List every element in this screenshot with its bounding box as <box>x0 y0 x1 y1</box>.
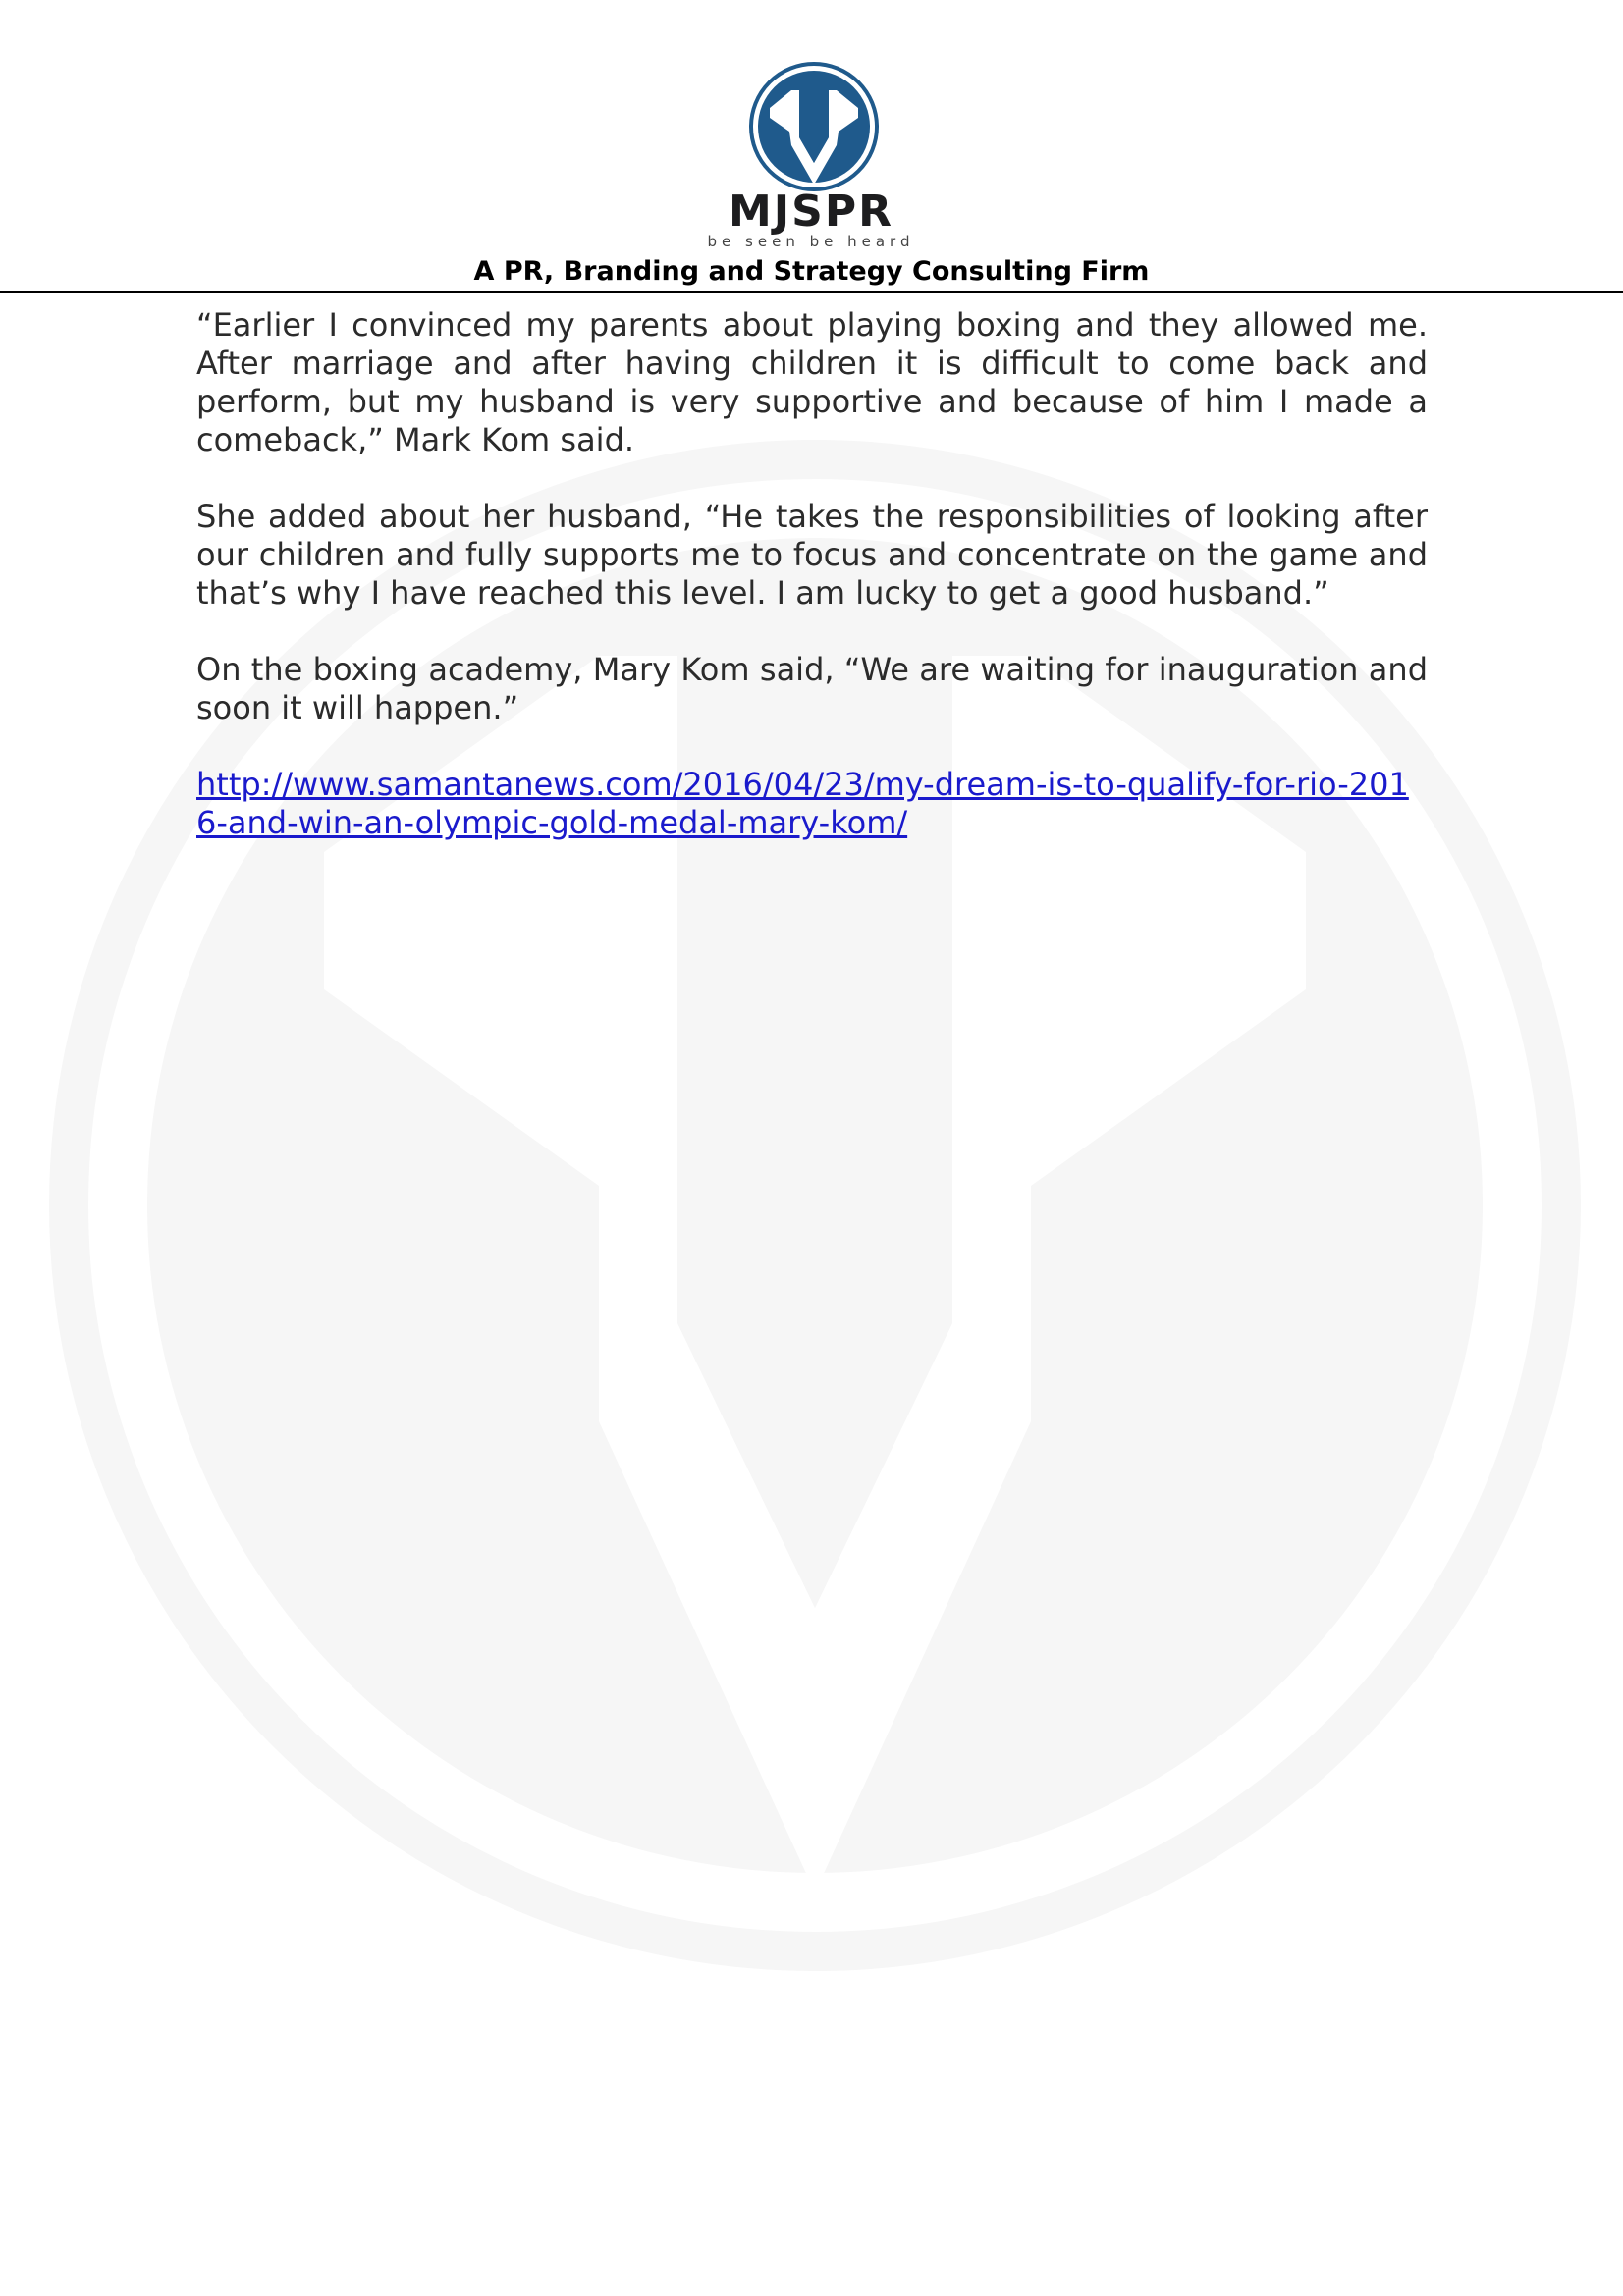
source-link[interactable]: http://www.samantanews.com/2016/04/23/my-dream-is-to-qualify-for-rio-2016-and-win-an-olympic-gold-medal-mary-kom/ <box>196 766 1409 841</box>
firm-description: A PR, Branding and Strategy Consulting Firm <box>473 256 1150 287</box>
article-body <box>196 306 1428 881</box>
brand-wordmark: MJSPR <box>729 187 893 237</box>
mjspr-logo-icon <box>748 61 880 192</box>
header-divider <box>0 291 1623 293</box>
paragraph-husband-quote: She added about her husband, “He takes the responsibilities of looking after our children and fully supports me to focus and concentrate on the game and that’s why I have reached this level. I am lucky to get a good husband.” <box>196 498 1428 612</box>
letterhead <box>0 0 1623 293</box>
paragraph-comeback-quote: “Earlier I convinced my parents about playing boxing and they allowed me. After marriage and after having children it is difficult to come back and perform, but my husband is very supportive and because of him I made a comeback,” Mark Kom said. <box>196 306 1428 458</box>
paragraph-academy-quote: On the boxing academy, Mary Kom said, “We are waiting for inauguration and soon it will happen.” <box>196 651 1428 726</box>
brand-tagline: be seen be heard <box>707 233 915 250</box>
source-link-paragraph <box>196 766 1428 842</box>
